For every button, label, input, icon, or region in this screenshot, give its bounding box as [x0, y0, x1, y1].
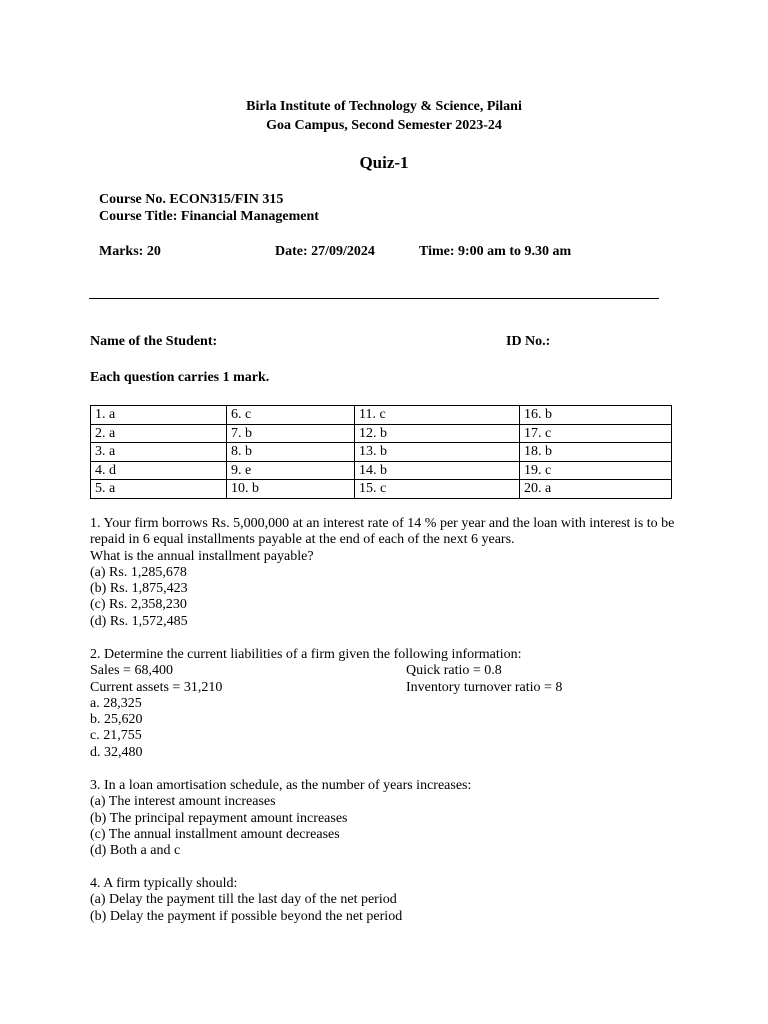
- divider-line: [89, 298, 659, 299]
- given-info: Quick ratio = 0.8: [406, 663, 502, 679]
- table-cell: 12. b: [355, 424, 520, 443]
- table-row: [91, 406, 672, 425]
- question-option: (a) The interest amount increases: [90, 794, 276, 810]
- table-cell: 7. b: [227, 424, 355, 443]
- table-cell: 11. c: [355, 406, 520, 425]
- given-info: Sales = 68,400: [90, 663, 173, 679]
- answer-key-table: [90, 405, 672, 499]
- question-text: 4. A firm typically should:: [90, 876, 238, 891]
- question-option: (a) Rs. 1,285,678: [90, 564, 187, 580]
- question-option: (c) The annual installment amount decreases: [90, 826, 340, 842]
- table-cell: 2. a: [91, 424, 227, 443]
- question-option: (b) Delay the payment if possible beyond the net period: [90, 908, 403, 924]
- table-cell: 18. b: [520, 443, 672, 462]
- table-row: [91, 461, 672, 480]
- table-cell: 8. b: [227, 443, 355, 462]
- table-cell: 10. b: [227, 480, 355, 499]
- question-text: 3. In a loan amortisation schedule, as the number of years increases:: [90, 778, 472, 793]
- question-2: [90, 647, 562, 761]
- document-header: [0, 97, 768, 135]
- question-option: (b) The principal repayment amount increases: [90, 810, 348, 826]
- question-text: repaid in 6 equal installments payable at the end of each of the next 6 years.: [90, 532, 515, 548]
- table-cell: 19. c: [520, 461, 672, 480]
- table-cell: 15. c: [355, 480, 520, 499]
- student-id-label: ID No.:: [506, 334, 551, 349]
- question-option: d. 32,480: [90, 744, 143, 760]
- course-number: Course No. ECON315/FIN 315: [99, 192, 284, 207]
- given-info: Inventory turnover ratio = 8: [406, 679, 563, 695]
- table-cell: 5. a: [91, 480, 227, 499]
- table-cell: 14. b: [355, 461, 520, 480]
- instruction-text: Each question carries 1 mark.: [90, 370, 270, 385]
- table-cell: 17. c: [520, 424, 672, 443]
- table-row: [91, 443, 672, 462]
- table-cell: 13. b: [355, 443, 520, 462]
- question-option: (d) Both a and c: [90, 843, 181, 859]
- campus-semester: Goa Campus, Second Semester 2023-24: [266, 118, 502, 133]
- question-option: (b) Rs. 1,875,423: [90, 581, 188, 597]
- table-row: [91, 424, 672, 443]
- exam-time: Time: 9:00 am to 9.30 am: [419, 244, 572, 259]
- question-option: (c) Rs. 2,358,230: [90, 597, 187, 613]
- question-text: 1. Your firm borrows Rs. 5,000,000 at an interest rate of 14 % per year and the loan with interest is to be: [90, 516, 675, 531]
- table-cell: 4. d: [91, 461, 227, 480]
- question-text: 2. Determine the current liabilities of a firm given the following information:: [90, 647, 522, 662]
- given-info: Current assets = 31,210: [90, 679, 223, 695]
- institute-name: Birla Institute of Technology & Science, Pilani: [246, 99, 522, 114]
- question-option: (a) Delay the payment till the last day of the net period: [90, 892, 397, 908]
- table-cell: 20. a: [520, 480, 672, 499]
- table-cell: 6. c: [227, 406, 355, 425]
- course-title: Course Title: Financial Management: [99, 209, 319, 224]
- question-option: b. 25,620: [90, 712, 143, 728]
- question-1: [90, 516, 674, 630]
- table-row: [91, 480, 672, 499]
- question-option: a. 28,325: [90, 695, 142, 711]
- question-option: (d) Rs. 1,572,485: [90, 613, 188, 629]
- student-name-label: Name of the Student:: [90, 334, 218, 349]
- question-text: What is the annual installment payable?: [90, 548, 314, 564]
- quiz-title: Quiz-1: [359, 153, 409, 172]
- given-info-row: [90, 663, 562, 679]
- question-3: [90, 778, 471, 859]
- table-cell: 1. a: [91, 406, 227, 425]
- table-cell: 16. b: [520, 406, 672, 425]
- exam-date: Date: 27/09/2024: [275, 244, 375, 259]
- table-cell: 3. a: [91, 443, 227, 462]
- table-cell: 9. e: [227, 461, 355, 480]
- marks: Marks: 20: [99, 244, 161, 259]
- question-option: c. 21,755: [90, 728, 142, 744]
- question-4: [90, 876, 402, 925]
- given-info-row: [90, 680, 562, 696]
